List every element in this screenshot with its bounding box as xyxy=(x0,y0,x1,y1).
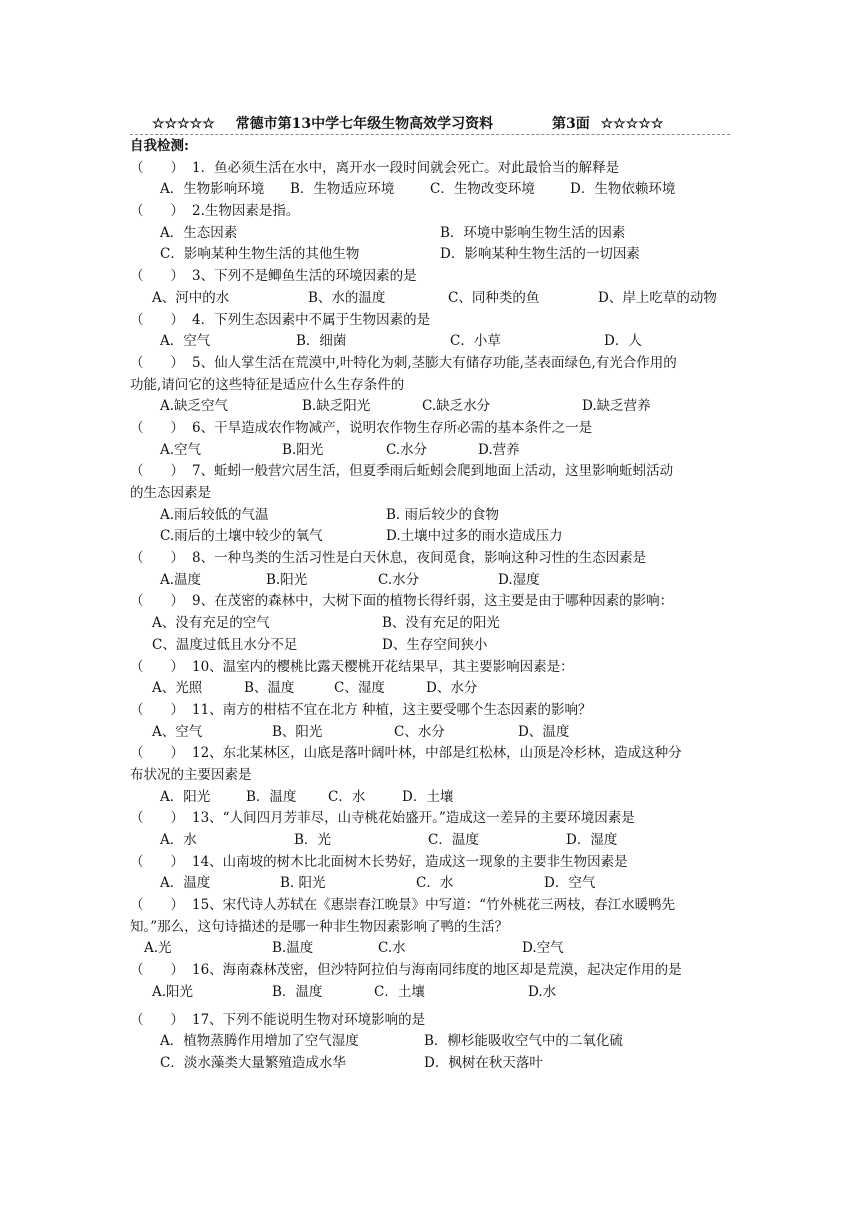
option-d: D．土壤 xyxy=(402,788,454,805)
options-17b xyxy=(130,1053,740,1075)
option-b: B、水的温度 xyxy=(308,289,386,306)
option-b: B．生物适应环境 xyxy=(290,181,395,198)
answer-blank: （ ） xyxy=(130,962,184,979)
header-stars-left: ☆☆☆☆☆ xyxy=(152,116,215,132)
options-8 xyxy=(130,570,740,592)
header-page: 第3面 xyxy=(552,116,590,132)
question-7-cont: 的生态因素是 xyxy=(130,485,211,501)
option-a: A．阳光 xyxy=(160,788,211,805)
question-text: 17、下列不能说明生物对环境影响的是 xyxy=(192,1011,426,1028)
option-c: C．水 xyxy=(416,875,454,892)
option-d: D．影响某种生物生活的一切因素 xyxy=(440,246,640,263)
option-c: C．小草 xyxy=(450,333,501,350)
question-14 xyxy=(130,852,740,874)
option-c: C、温度过低且水分不足 xyxy=(152,636,298,653)
answer-blank: （ ） xyxy=(130,311,184,328)
option-d: D.湿度 xyxy=(498,571,540,588)
question-5 xyxy=(130,353,740,375)
option-d: D．人 xyxy=(604,333,642,350)
option-a: A、光照 xyxy=(152,680,203,697)
options-7b xyxy=(130,526,740,548)
option-c: C、水分 xyxy=(394,723,445,740)
question-9 xyxy=(130,591,740,613)
answer-blank: （ ） xyxy=(130,745,184,762)
question-text: 2.生物因素是指。 xyxy=(192,203,300,220)
question-text: 5、仙人掌生活在荒漠中,叶特化为刺,茎膨大有储存功能,茎表面绿色,有光合作用的 xyxy=(192,354,677,371)
option-c: C．影响某种生物生活的其他生物 xyxy=(160,246,360,263)
options-1 xyxy=(130,179,740,201)
option-a: A．生态因素 xyxy=(160,224,238,241)
option-d: D．湿度 xyxy=(566,832,618,848)
option-d: D．空气 xyxy=(544,875,596,892)
option-d: D.缺乏营养 xyxy=(582,398,651,415)
option-a: A.温度 xyxy=(160,571,202,588)
option-d: D.水 xyxy=(528,983,557,1000)
question-text: 3、下列不是鲫鱼生活的环境因素的是 xyxy=(192,268,417,285)
option-c: C.缺乏水分 xyxy=(422,398,491,415)
option-c: C．水 xyxy=(328,788,366,805)
option-d: D、岸上吃草的动物 xyxy=(598,289,717,306)
question-text: 9、在茂密的森林中，大树下面的植物长得纤弱，这主要是由于哪种因素的影响： xyxy=(192,593,674,610)
option-d: D、生存空间狭小 xyxy=(382,636,488,653)
options-4 xyxy=(130,331,740,353)
question-13 xyxy=(130,808,740,830)
option-a: A．空气 xyxy=(160,333,211,350)
answer-blank: （ ） xyxy=(130,701,184,718)
option-d: D.空气 xyxy=(522,940,564,957)
options-5 xyxy=(130,396,740,418)
options-14 xyxy=(130,873,740,895)
answer-blank: （ ） xyxy=(130,550,184,567)
question-text: 12、东北某林区，山底是落叶阔叶林，中部是红松林，山顶是冷杉林，造成这种分 xyxy=(192,745,682,762)
question-15-cont: 知。”那么，这句诗描述的是哪一种非生物因素影响了鸭的生活？ xyxy=(130,918,509,935)
option-b: B．细菌 xyxy=(296,333,347,350)
option-b: B、没有充足的阳光 xyxy=(382,615,500,632)
question-8 xyxy=(130,548,740,570)
question-15 xyxy=(130,895,740,917)
option-a: A．生物影响环境 xyxy=(160,181,265,198)
question-text: 16、海南森林茂密，但沙特阿拉伯与海南同纬度的地区却是荒漠，起决定作用的是 xyxy=(192,962,682,979)
question-text: 1．鱼必须生活在水中，离开水一段时间就会死亡。对此最恰当的解释是 xyxy=(192,159,620,176)
option-b: B．温度 xyxy=(272,983,323,1000)
answer-blank: （ ） xyxy=(130,268,184,285)
question-12 xyxy=(130,743,740,765)
option-c: C．生物改变环境 xyxy=(430,181,535,198)
options-2b xyxy=(130,244,740,266)
answer-blank: （ ） xyxy=(130,853,184,870)
section-title: 自我检测: xyxy=(130,138,189,154)
option-b: B、温度 xyxy=(244,680,295,697)
question-7 xyxy=(130,461,740,483)
option-c: C．土壤 xyxy=(374,983,425,1000)
question-text: 6、干旱造成农作物减产，说明农作物生存所必需的基本条件之一是 xyxy=(192,419,593,436)
option-d: D．生物依赖环境 xyxy=(570,181,676,198)
page-header xyxy=(130,113,730,135)
option-b: B.缺乏阳光 xyxy=(302,398,371,415)
option-b: B．环境中影响生物生活的因素 xyxy=(440,224,626,241)
option-a: A.缺乏空气 xyxy=(160,398,229,415)
option-b: B.阳光 xyxy=(282,441,324,458)
question-3 xyxy=(130,266,740,288)
options-6 xyxy=(130,440,740,462)
option-c: C.水分 xyxy=(378,571,420,588)
option-b: B．温度 xyxy=(246,788,297,805)
answer-blank: （ ） xyxy=(130,810,184,827)
question-text: 15、宋代诗人苏轼在《惠崇春江晚景》中写道：“竹外桃花三两枝，春江水暖鸭先 xyxy=(192,897,676,914)
answer-blank: （ ） xyxy=(130,658,184,675)
answer-blank: （ ） xyxy=(130,203,184,220)
quiz-content xyxy=(130,136,740,1075)
option-a: A、没有充足的空气 xyxy=(152,615,270,632)
option-a: A.空气 xyxy=(160,441,202,458)
option-b: B. 雨后较少的食物 xyxy=(386,506,500,523)
option-a: A．水 xyxy=(160,832,197,848)
question-text: 14、山南坡的树木比北面树木长势好，造成这一现象的主要非生物因素是 xyxy=(192,853,628,870)
answer-blank: （ ） xyxy=(130,354,184,371)
options-7a xyxy=(130,505,740,527)
question-6 xyxy=(130,418,740,440)
question-12-cont: 布状况的主要因素是 xyxy=(130,766,252,783)
question-1 xyxy=(130,158,740,180)
option-b: B．柳杉能吸收空气中的二氧化硫 xyxy=(424,1033,623,1050)
option-c: C.水分 xyxy=(386,441,428,458)
header-stars-right: ☆☆☆☆☆ xyxy=(600,116,664,132)
options-3 xyxy=(130,288,740,310)
option-a: A.雨后较低的气温 xyxy=(160,506,269,523)
question-16 xyxy=(130,960,740,982)
options-13 xyxy=(130,830,740,852)
answer-blank: （ ） xyxy=(130,897,184,914)
option-c: C、同种类的鱼 xyxy=(448,289,540,306)
option-c: C.水 xyxy=(378,940,406,957)
option-a: A.光 xyxy=(144,940,172,957)
question-10 xyxy=(130,657,740,679)
option-b: B. 阳光 xyxy=(280,875,326,892)
question-5-cont: 功能,请问它的这些特征是适应什么生存条件的 xyxy=(130,376,405,393)
option-d: D、温度 xyxy=(518,723,570,740)
option-a: A、河中的水 xyxy=(152,289,230,306)
question-text: 10、温室内的樱桃比露天樱桃开花结果早，其主要影响因素是： xyxy=(192,658,574,675)
options-2a xyxy=(130,223,740,245)
options-16 xyxy=(130,982,740,1004)
option-d: D.土壤中过多的雨水造成压力 xyxy=(386,528,563,545)
options-15 xyxy=(130,938,740,960)
option-b: B.阳光 xyxy=(266,571,308,588)
question-text: 8、一种鸟类的生活习性是白天休息，夜间觅食，影响这种习性的生态因素是 xyxy=(192,550,647,567)
option-c: C.雨后的土壤中较少的氧气 xyxy=(160,528,323,545)
option-c: C．温度 xyxy=(428,832,479,848)
question-text: 13、“人间四月芳菲尽，山寺桃花始盛开。”造成这一差异的主要环境因素是 xyxy=(192,810,635,827)
options-11 xyxy=(130,722,740,744)
question-text: 11、南方的柑桔不宜在北方 种植，这主要受哪个生态因素的影响？ xyxy=(192,701,592,718)
options-17a xyxy=(130,1031,740,1053)
answer-blank: （ ） xyxy=(130,463,184,480)
header-title: 常德市第13中学七年级生物高效学习资料 xyxy=(235,116,494,132)
question-4 xyxy=(130,310,740,332)
option-a: A、空气 xyxy=(152,723,203,740)
option-a: A.阳光 xyxy=(152,983,194,1000)
option-c: C、湿度 xyxy=(334,680,385,697)
option-a: A．温度 xyxy=(160,875,211,892)
option-d: D．枫树在秋天落叶 xyxy=(424,1054,543,1071)
question-2 xyxy=(130,201,740,223)
answer-blank: （ ） xyxy=(130,159,184,176)
question-11 xyxy=(130,700,740,722)
option-d: D.营养 xyxy=(478,441,520,458)
options-9b xyxy=(130,635,740,657)
option-b: B．光 xyxy=(294,832,331,848)
options-9a xyxy=(130,613,740,635)
answer-blank: （ ） xyxy=(130,593,184,610)
option-b: B.温度 xyxy=(272,940,314,957)
answer-blank: （ ） xyxy=(130,1011,184,1028)
option-c: C．淡水藻类大量繁殖造成水华 xyxy=(160,1054,346,1071)
question-text: 4．下列生态因素中不属于生物因素的是 xyxy=(192,311,431,328)
option-a: A．植物蒸腾作用增加了空气湿度 xyxy=(160,1033,359,1050)
question-17 xyxy=(130,1010,740,1032)
option-b: B、阳光 xyxy=(272,723,323,740)
answer-blank: （ ） xyxy=(130,419,184,436)
options-12 xyxy=(130,787,740,809)
options-10 xyxy=(130,678,740,700)
option-d: D、水分 xyxy=(426,680,478,697)
question-text: 7、蚯蚓一般营穴居生活，但夏季雨后蚯蚓会爬到地面上活动，这里影响蚯蚓活动 xyxy=(192,463,674,480)
